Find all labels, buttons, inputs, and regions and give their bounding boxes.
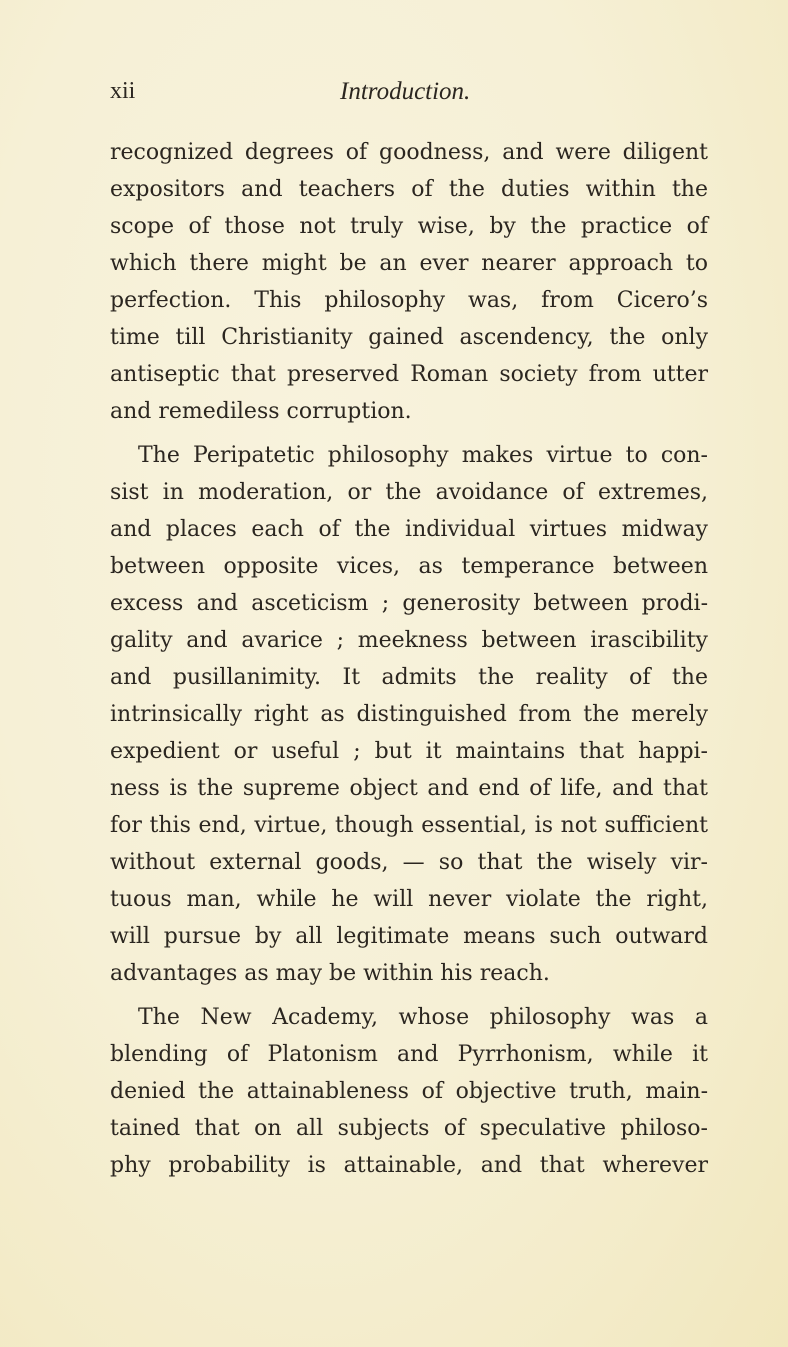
running-head — [110, 78, 710, 114]
paragraph-1 — [110, 134, 708, 430]
text-line: will pursue by all legitimate means such outward — [110, 924, 708, 949]
text-line: expositors and teachers of the duties within the — [110, 177, 708, 202]
text-line: for this end, virtue, though essential, is not sufficient — [110, 813, 708, 838]
text-line: which there might be an ever nearer approach to — [110, 251, 708, 276]
paragraph-2 — [110, 437, 708, 992]
body-text — [110, 134, 708, 1184]
text-line: The New Academy, whose philosophy was a — [138, 1005, 708, 1030]
text-line: advantages as may be within his reach. — [110, 961, 550, 986]
text-line: and remediless corruption. — [110, 399, 412, 424]
text-line: ness is the supreme object and end of life, and that — [110, 776, 708, 801]
text-line: phy probability is attainable, and that wherever — [110, 1153, 708, 1178]
text-line: between opposite vices, as temperance between — [110, 554, 708, 579]
text-line: scope of those not truly wise, by the practice of — [110, 214, 708, 239]
text-line: time till Christianity gained ascendency, the only — [110, 325, 708, 350]
text-line: without external goods, — so that the wisely vir- — [110, 850, 708, 875]
running-title: Introduction. — [340, 78, 471, 105]
text-line: tained that on all subjects of speculative philoso- — [110, 1116, 708, 1141]
page-number: xii — [110, 78, 136, 104]
text-line: and places each of the individual virtues midway — [110, 517, 708, 542]
text-line: gality and avarice ; meekness between irascibility — [110, 628, 708, 653]
text-line: The Peripatetic philosophy makes virtue to con- — [138, 443, 708, 468]
text-line: intrinsically right as distinguished from the merely — [110, 702, 708, 727]
text-line: excess and asceticism ; generosity between prodi- — [110, 591, 708, 616]
text-line: perfection. This philosophy was, from Cicero’s — [110, 288, 708, 313]
text-line: tuous man, while he will never violate the right, — [110, 887, 708, 912]
text-line: and pusillanimity. It admits the reality of the — [110, 665, 708, 690]
paragraph-3 — [110, 999, 708, 1184]
text-line: sist in moderation, or the avoidance of extremes, — [110, 480, 708, 505]
text-line: recognized degrees of goodness, and were diligent — [110, 140, 708, 165]
text-line: blending of Platonism and Pyrrhonism, while it — [110, 1042, 708, 1067]
text-line: expedient or useful ; but it maintains that happi- — [110, 739, 708, 764]
text-line: antiseptic that preserved Roman society from utter — [110, 362, 708, 387]
text-line: denied the attainableness of objective truth, main- — [110, 1079, 708, 1104]
